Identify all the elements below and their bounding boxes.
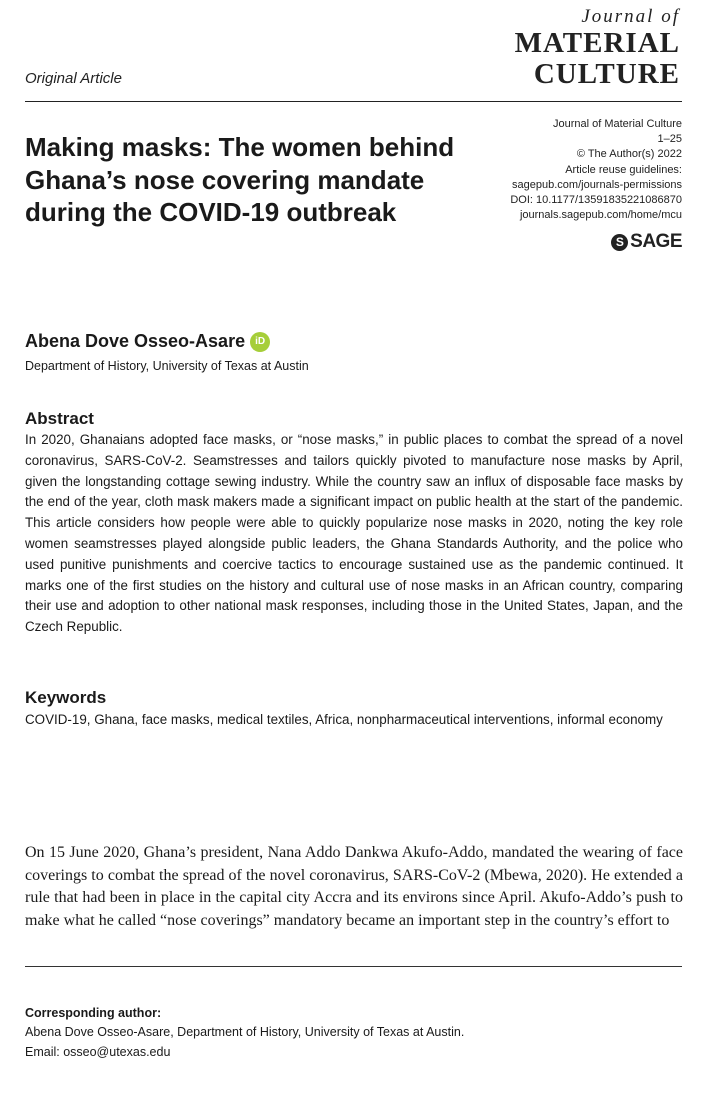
meta-pages: 1–25 (657, 133, 682, 146)
author (25, 331, 270, 352)
journal-name-line1: MATERIAL (514, 27, 680, 59)
orcid-icon[interactable]: iD (250, 332, 270, 352)
corresponding-email[interactable]: Email: osseo@utexas.edu (25, 1045, 171, 1059)
keywords-text: COVID-19, Ghana, face masks, medical textiles, Africa, nonpharmaceutical interventions, informal economy (25, 712, 663, 727)
publisher-logo (611, 231, 682, 253)
meta-reuse-label: Article reuse guidelines: (565, 163, 682, 176)
body-paragraph: On 15 June 2020, Ghana’s president, Nana Addo Dankwa Akufo-Addo, mandated the wearing of face coverings to combat the spread of the novel coronavirus, SARS-CoV-2 (Mbewa, 2020). He extended a rule that had been in place in the capital city Accra and its environs since April. Akufo-Addo’s push to make what he called “nose coverings” mandatory became an important step in the country’s effort to (25, 844, 683, 929)
meta-doi[interactable]: DOI: 10.1177/13591835221086870 (510, 194, 682, 207)
article-title: Making masks: The women behind Ghana’s nose covering mandate during the COVID-19 outbreak (25, 132, 455, 227)
sage-logo-icon: S (611, 234, 628, 251)
journal-name (420, 28, 680, 90)
journal-name-line2: CULTURE (533, 58, 680, 90)
article-type: Original Article (25, 70, 122, 87)
journal-of-label: Journal of (581, 6, 680, 27)
footer-divider (25, 966, 682, 967)
abstract-heading: Abstract (25, 409, 94, 428)
keywords-heading: Keywords (25, 688, 107, 707)
corresponding-affiliation: Abena Dove Osseo-Asare, Department of History, University of Texas at Austin. (25, 1025, 465, 1039)
publisher-name: SAGE (630, 231, 682, 252)
author-affiliation: Department of History, University of Texas at Austin (25, 359, 309, 373)
abstract-text: In 2020, Ghanaians adopted face masks, or “nose masks,” in public places to combat the spread of a novel coronavirus, SARS-CoV-2. Seamstresses and tailors quickly pivoted to manufacture nose masks by April, given the longstanding cottage sewing industry. While the country saw an influx of disposable face masks by the end of the year, cloth mask makers made a significant impact on public health at the start of the pandemic. This article considers how people were able to quickly popularize nose masks in 2020, noting the key role women seamstresses played alongside public leaders, the Ghana Standards Authority, and the police who used punitive punishments and coercive tactics to encourage sustained use as the pandemic continued. It marks one of the first studies on the history and cultural use of nose masks in an African country, comparing their use and adoption to other national mask responses, including those in the United States, Japan, and the Czech Republic. (25, 432, 683, 635)
article-meta (452, 117, 682, 223)
header-divider (25, 101, 682, 102)
meta-home-link[interactable]: journals.sagepub.com/home/mcu (519, 209, 682, 222)
meta-copyright: © The Author(s) 2022 (576, 148, 682, 161)
author-name: Abena Dove Osseo-Asare (25, 331, 246, 351)
corresponding-heading: Corresponding author: (25, 1006, 162, 1020)
meta-reuse-link[interactable]: sagepub.com/journals-permissions (512, 178, 682, 191)
meta-journal: Journal of Material Culture (552, 118, 682, 130)
